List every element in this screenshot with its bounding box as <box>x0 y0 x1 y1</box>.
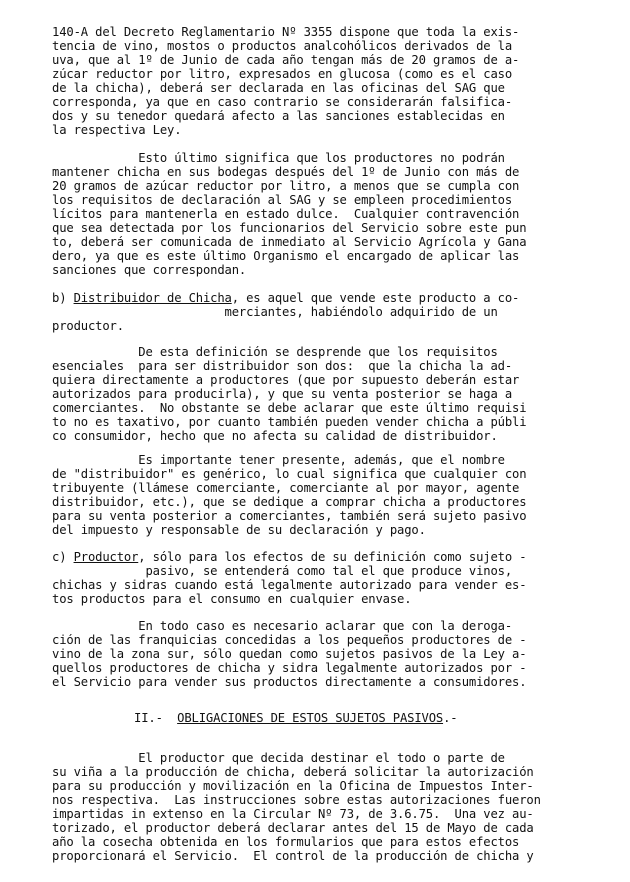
text-line: impartidas in extenso en la Circular Nº 73, de 3.6.75. Una vez au- <box>52 808 534 821</box>
text-line: que sea detectada por los funcionarios del Servicio sobre este pun <box>52 222 527 235</box>
text-line: merciantes, habiéndolo adquirido de un <box>52 306 498 319</box>
text-line: En todo caso es necesario aclarar que con la deroga- <box>52 620 512 633</box>
text-line: 20 gramos de azúcar reductor por litro, a menos que se cumpla con <box>52 180 520 193</box>
defined-term: Distribuidor de Chicha <box>73 292 232 305</box>
text-line: to, deberá ser comunicada de inmediato al Servicio Agrícola y Gana <box>52 236 527 249</box>
section-title-end: .- <box>443 712 458 725</box>
text-line: Es importante tener presente, además, que el nombre <box>52 454 505 467</box>
text-line: año la cosecha obtenida en los formularios que para estos efectos <box>52 836 520 849</box>
text-line: tribuyente (llámese comerciante, comerciante al por mayor, agente <box>52 482 520 495</box>
text-line: de "distribuidor" es genérico, lo cual significa que cualquier con <box>52 468 527 481</box>
section-heading <box>134 712 574 726</box>
text-fragment: , sólo para los efectos de su definición como sujeto - <box>138 551 527 564</box>
text-line: del impuesto y responsable de su declaración y pago. <box>52 524 426 537</box>
section-number: II.- <box>134 712 178 725</box>
section-title: OBLIGACIONES DE ESTOS SUJETOS PASIVOS <box>177 712 444 725</box>
text-line: pasivo, se entenderá como tal el que produce vinos, <box>52 565 512 578</box>
text-line: para su venta posterior a comerciantes, también será sujeto pasivo <box>52 510 527 523</box>
text-line: la respectiva Ley. <box>52 124 182 137</box>
definition-b <box>52 292 598 306</box>
text-line: mantener chicha en sus bodegas después del 1º de Junio con más de <box>52 166 520 179</box>
text-fragment: , es aquel que vende este producto a co- <box>231 292 520 305</box>
text-line: to no es taxativo, por cuanto también pueden vender chicha a públi <box>52 416 527 429</box>
text-line: vino de la zona sur, sólo quedan como sujetos pasivos de la Ley a- <box>52 648 527 661</box>
text-line: De esta definición se desprende que los requisitos <box>52 346 498 359</box>
text-line: tos productos para el consumo en cualquier envase. <box>52 593 412 606</box>
defined-term: Productor <box>73 551 139 564</box>
text-line: dos y su tenedor quedará afecto a las sanciones establecidas en <box>52 110 505 123</box>
text-line: para su producción y movilización en la Oficina de Impuestos Inter- <box>52 780 534 793</box>
text-line: distribuidor, etc.), que se dedique a comprar chicha a productores <box>52 496 527 509</box>
text-line: ción de las franquicias concedidas a los pequeños productores de - <box>52 634 527 647</box>
text-line: corresponda, ya que en caso contrario se considerarán falsifica- <box>52 96 512 109</box>
text-line: productor. <box>52 320 124 333</box>
text-line: el Servicio para vender sus productos directamente a consumidores. <box>52 676 527 689</box>
text-line: Esto último significa que los productores no podrán <box>52 152 505 165</box>
text-line: esenciales para ser distribuidor son dos: que la chicha la ad- <box>52 360 512 373</box>
text-line: comerciantes. No obstante se debe aclarar que este último requisi <box>52 402 527 415</box>
text-line: lícitos para mantenerla en estado dulce. Cualquier contravención <box>52 208 520 221</box>
text-line: de la chicha), deberá ser declarada en las oficinas del SAG que <box>52 82 505 95</box>
text-line: autorizados para producirla), y que su venta posterior se haga a <box>52 388 512 401</box>
text-line: sanciones que correspondan. <box>52 264 247 277</box>
text-line: su viña a la producción de chicha, deberá solicitar la autorización <box>52 766 534 779</box>
text-line: uva, que al 1º de Junio de cada año tengan más de 20 gramos de a- <box>52 54 520 67</box>
text-line: quiera directamente a productores (que por supuesto deberán estar <box>52 374 520 387</box>
item-marker: b) <box>52 292 74 305</box>
text-line: co consumidor, hecho que no afecta su calidad de distribuidor. <box>52 430 498 443</box>
text-line: chichas y sidras cuando está legalmente autorizado para vender es- <box>52 579 527 592</box>
text-line: zúcar reductor por litro, expresados en glucosa (como es el caso <box>52 68 512 81</box>
item-marker: c) <box>52 551 74 564</box>
text-line: torizado, el productor deberá declarar antes del 15 de Mayo de cada <box>52 822 534 835</box>
text-line: dero, ya que es este último Organismo el encargado de aplicar las <box>52 250 520 263</box>
text-line: tencia de vino, mostos o productos analcohólicos derivados de la <box>52 40 512 53</box>
definition-c <box>52 551 598 565</box>
text-line: 140-A del Decreto Reglamentario Nº 3355 dispone que toda la exis- <box>52 26 520 39</box>
text-line: proporcionará el Servicio. El control de la producción de chicha y <box>52 850 534 863</box>
text-line: El productor que decida destinar el todo o parte de <box>52 752 505 765</box>
text-line: nos respectiva. Las instrucciones sobre estas autorizaciones fueron <box>52 794 541 807</box>
text-line: quellos productores de chicha y sidra legalmente autorizados por - <box>52 662 527 675</box>
text-line: los requisitos de declaración al SAG y se empleen procedimientos <box>52 194 512 207</box>
